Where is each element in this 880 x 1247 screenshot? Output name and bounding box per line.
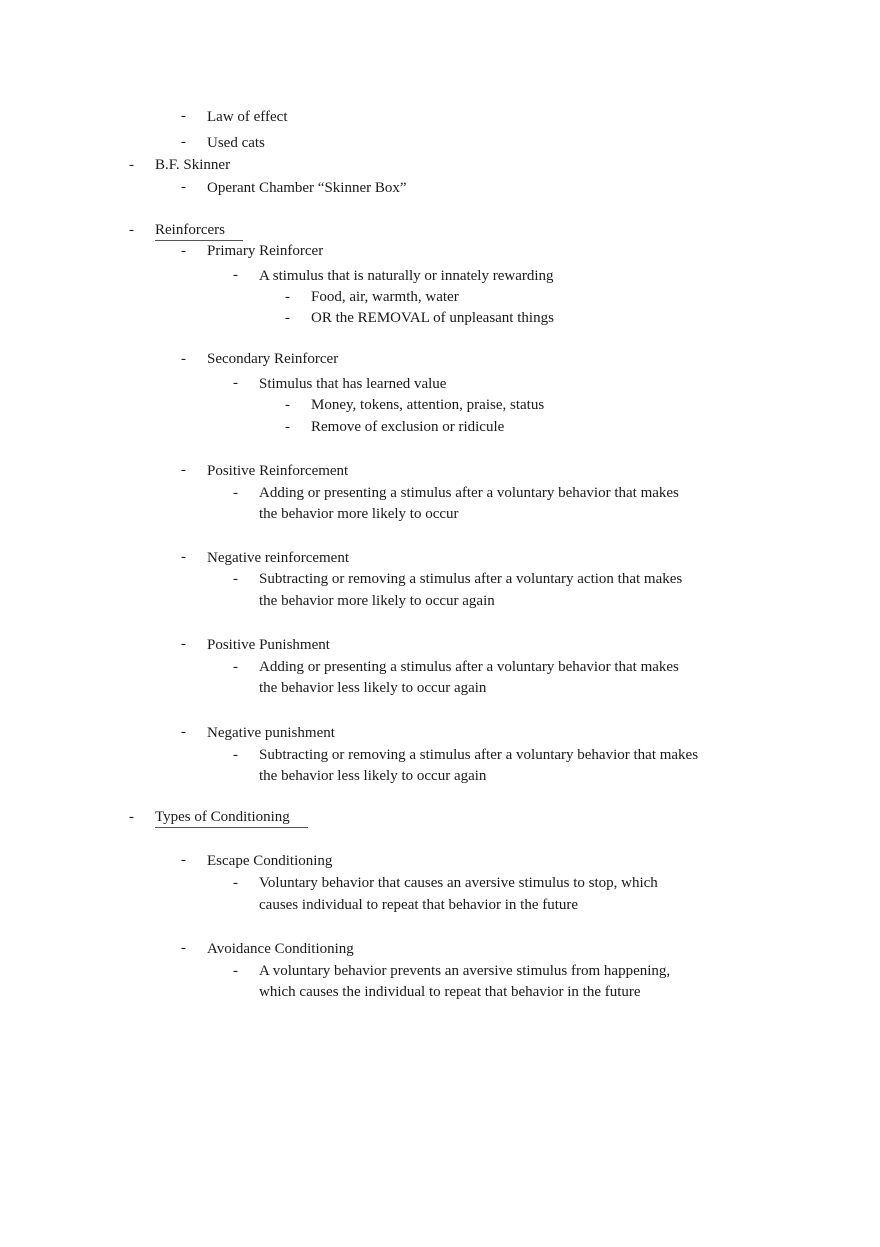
list-item: Food, air, warmth, water <box>311 289 459 305</box>
list-item: Remove of exclusion or ridicule <box>311 419 505 435</box>
bullet-dash: - <box>181 134 186 150</box>
list-item-continuation: the behavior more likely to occur again <box>259 593 495 609</box>
list-item: Positive Reinforcement <box>207 463 349 479</box>
list-item: Negative reinforcement <box>207 550 350 566</box>
list-item: Primary Reinforcer <box>207 243 324 259</box>
list-item: A stimulus that is naturally or innately rewarding <box>259 268 554 284</box>
list-item-continuation: the behavior more likely to occur <box>259 506 459 522</box>
bullet-dash: - <box>233 375 238 391</box>
bullet-dash: - <box>233 485 238 501</box>
list-item: Operant Chamber “Skinner Box” <box>207 180 407 196</box>
bullet-dash: - <box>233 963 238 979</box>
list-item: Adding or presenting a stimulus after a voluntary behavior that makes <box>259 659 679 675</box>
list-item: Secondary Reinforcer <box>207 351 339 367</box>
list-item: Money, tokens, attention, praise, status <box>311 397 545 413</box>
list-item: Subtracting or removing a stimulus after a voluntary behavior that makes <box>259 747 699 763</box>
bullet-dash: - <box>181 108 186 124</box>
bullet-dash: - <box>181 940 186 956</box>
bullet-dash: - <box>129 809 134 825</box>
bullet-dash: - <box>285 310 290 326</box>
bullet-dash: - <box>129 157 134 173</box>
list-item-continuation: causes individual to repeat that behavior in the future <box>259 897 579 913</box>
list-item: Subtracting or removing a stimulus after a voluntary action that makes <box>259 571 683 587</box>
list-item: A voluntary behavior prevents an aversive stimulus from happening, <box>259 963 671 979</box>
list-item: Used cats <box>207 135 265 151</box>
list-item: Stimulus that has learned value <box>259 376 447 392</box>
bullet-dash: - <box>129 222 134 238</box>
list-item: Adding or presenting a stimulus after a voluntary behavior that makes <box>259 485 679 501</box>
bullet-dash: - <box>233 267 238 283</box>
list-item-continuation: which causes the individual to repeat that behavior in the future <box>259 984 641 1000</box>
list-item: Positive Punishment <box>207 637 330 653</box>
bullet-dash: - <box>285 419 290 435</box>
bullet-dash: - <box>181 852 186 868</box>
bullet-dash: - <box>181 179 186 195</box>
list-item: Escape Conditioning <box>207 853 333 869</box>
bullet-dash: - <box>181 724 186 740</box>
list-item: Voluntary behavior that causes an aversive stimulus to stop, which <box>259 875 658 891</box>
list-item: OR the REMOVAL of unpleasant things <box>311 310 554 326</box>
bullet-dash: - <box>181 243 186 259</box>
list-item: Law of effect <box>207 109 288 125</box>
list-item-continuation: the behavior less likely to occur again <box>259 680 487 696</box>
bullet-dash: - <box>233 875 238 891</box>
bullet-dash: - <box>285 397 290 413</box>
bullet-dash: - <box>181 549 186 565</box>
bullet-dash: - <box>181 462 186 478</box>
bullet-dash: - <box>285 289 290 305</box>
section-heading-types-of-conditioning: Types of Conditioning <box>155 807 308 828</box>
list-item: Avoidance Conditioning <box>207 941 354 957</box>
bullet-dash: - <box>181 636 186 652</box>
bullet-dash: - <box>233 659 238 675</box>
list-item-continuation: the behavior less likely to occur again <box>259 768 487 784</box>
bullet-dash: - <box>233 747 238 763</box>
list-item: Negative punishment <box>207 725 335 741</box>
section-heading-reinforcers: Reinforcers <box>155 220 243 241</box>
bullet-dash: - <box>181 351 186 367</box>
list-item-heading: B.F. Skinner <box>155 157 231 173</box>
bullet-dash: - <box>233 571 238 587</box>
